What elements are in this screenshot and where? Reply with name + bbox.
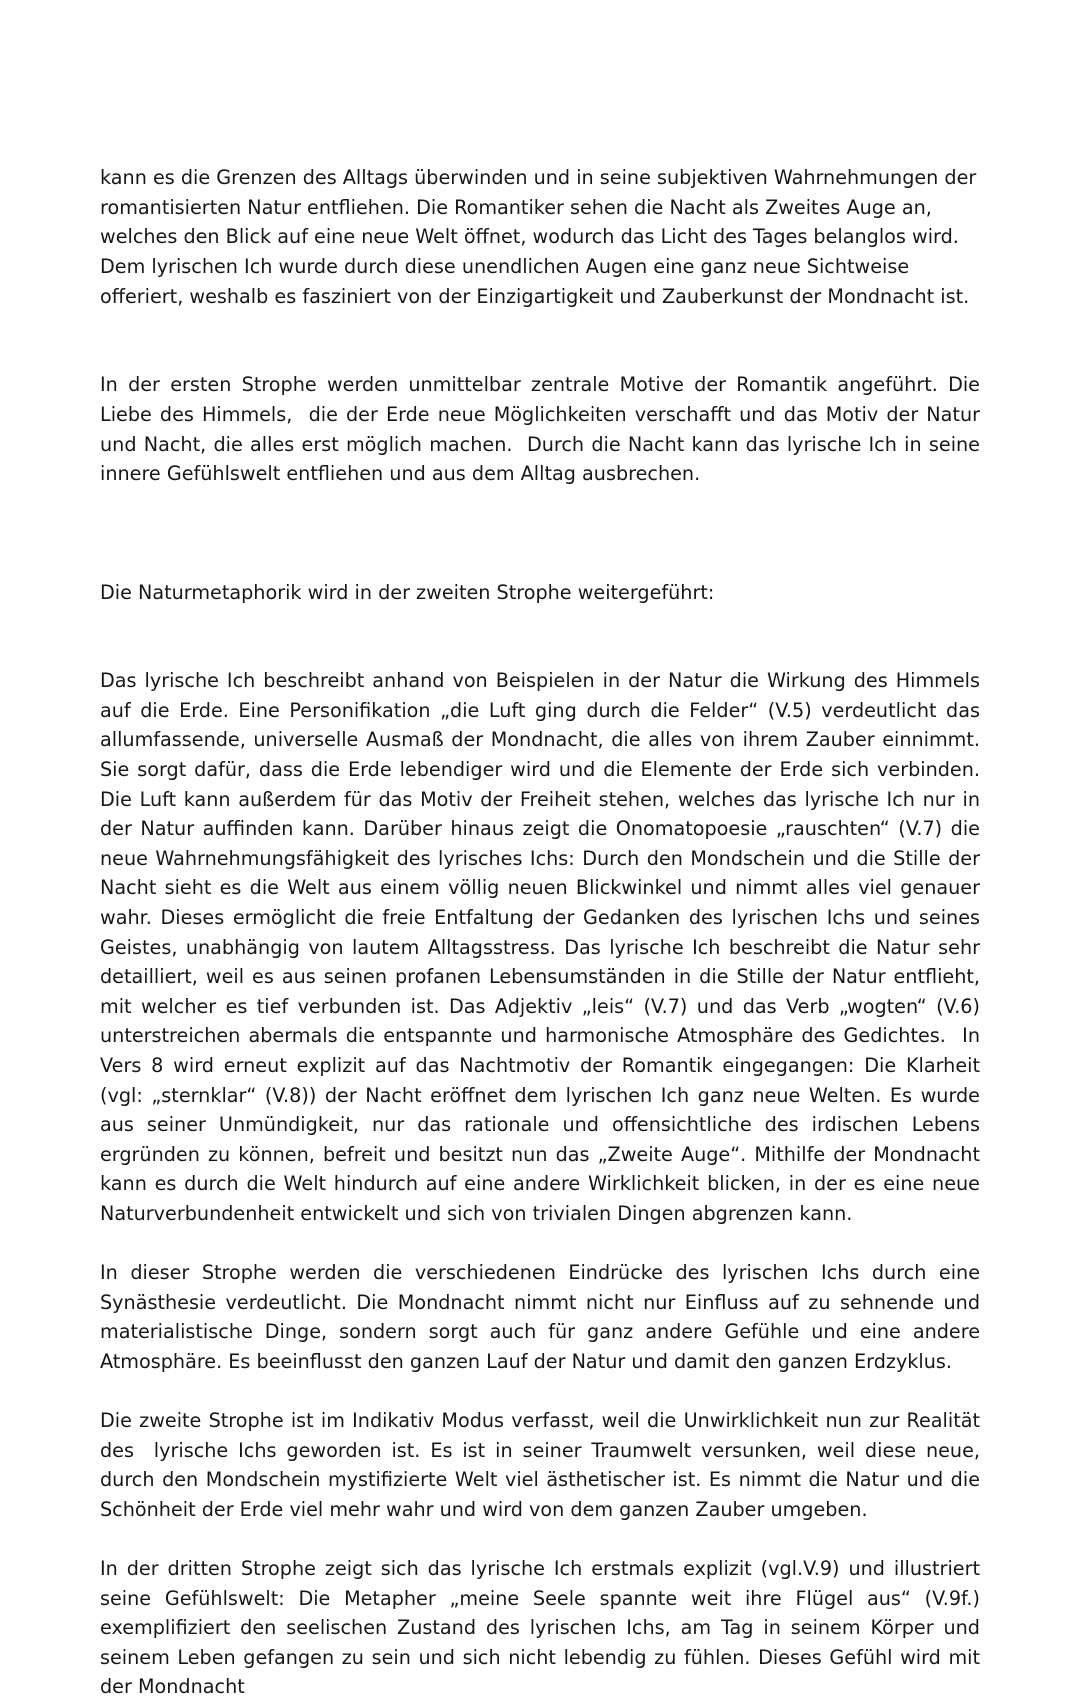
paragraph-1-continued: In der ersten Strophe werden unmittelbar zentrale Motive der Romantik angeführt. Die Liebe des Himmels, die der Erde neue Möglichkeiten verschafft und das Motiv der Natur und Nacht, die alles erst möglich machen. Durch die Nacht kann das lyrische Ich in seine innere Gefühlswelt entfliehen und aus dem Alltag ausbrechen. (100, 373, 987, 486)
document-text-body (100, 104, 987, 1702)
paragraph-1 (100, 104, 983, 370)
paragraph-5: In der dritten Strophe zeigt sich das lyrische Ich erstmals explizit (vgl.V.9) und illustriert seine Gefühlswelt: Die Metapher „meine Seele spannte weit ihre Flügel aus“ (V.9f.) exemplifiziert den seelischen Zustand des lyrischen Ichs, am Tag in seinem Körper und seinem Leben gefangen zu sein und sich nicht lebendig zu fühlen. Dieses Gefühl wird mit der Mondnacht (100, 1557, 987, 1699)
paragraph-2-lead (100, 518, 980, 666)
paragraph-2-body: Das lyrische Ich beschreibt anhand von Beispielen in der Natur die Wirkung des Himmels auf die Erde. Eine Personifikation „die Luft ging durch die Felder“ (V.5) verdeutlicht das allumfassende, universelle Ausmaß der Mondnacht, die alles von ihrem Zauber einnimmt. Sie sorgt dafür, dass die Erde lebendiger wird und die Elemente der Erde sich verbinden. Die Luft kann außerdem für das Motiv der Freiheit stehen, welches das lyrische Ich nur in der Natur auffinden kann. Darüber hinaus zeigt die Onomatopoesie „rauschten“ (V.7) die neue Wahrnehmungsfähigkeit des lyrisches Ichs: Durch den Mondschein und die Stille der Nacht sieht es die Welt aus einem völlig neuen Blickwinkel und nimmt alles viel genauer wahr. Dieses ermöglicht die freie Entfaltung der Gedanken des lyrischen Ichs und seines Geistes, unabhängig von lautem Alltagsstress. Das lyrische Ich beschreibt die Natur sehr detailliert, weil es aus seinen profanen Lebensumständen in die Stille der Natur entflieht, mit welcher es tief verbunden ist. Das Adjektiv „leis“ (V.7) und das Verb „wogten“ (V.6) unterstreichen abermals die entspannte und harmonische Atmosphäre des Gedichtes. In Vers 8 wird erneut explizit auf das Nachtmotiv der Romantik eingegangen: Die Klarheit (vgl: „sternklar“ (V.8)) der Nacht eröffnet dem lyrischen Ich ganz neue Welten. Es wurde aus seiner Unmündigkeit, nur das rationale und offensichtliche des irdischen Lebens ergründen zu können, befreit und besitzt nun das „Zweite Auge“. Mithilfe der Mondnacht kann es durch die Welt hindurch auf eine andere Wirklichkeit blicken, in der es eine neue Naturverbundenheit entwickelt und sich von trivialen Dingen abgrenzen kann. (100, 669, 987, 1225)
paragraph-3: In dieser Strophe werden die verschiedenen Eindrücke des lyrischen Ichs durch eine Synästhesie verdeutlicht. Die Mondnacht nimmt nicht nur Einfluss auf zu sehnende und materialistische Dinge, sondern sorgt auch für ganz andere Gefühle und eine andere Atmosphäre. Es beeinflusst den ganzen Lauf der Natur und damit den ganzen Erdzyklus. (100, 1261, 987, 1373)
paragraph-1-block-1: kann es die Grenzen des Alltags überwinden und in seine subjektiven Wahrnehmungen der romantisierten Natur entfliehen. Die Romantiker sehen die Nacht als Zweites Auge an, welches den Blick auf eine neue Welt öffnet, wodurch das Licht des Tages belanglos wird. Dem lyrischen Ich wurde durch diese unendlichen Augen eine ganz neue Sichtweise offeriert, weshalb es fasziniert von der Einzigartigkeit und Zauberkunst der Mondnacht ist. (100, 166, 983, 308)
paragraph-4: Die zweite Strophe ist im Indikativ Modus verfasst, weil die Unwirklichkeit nun zur Realität des lyrische Ichs geworden ist. Es ist in seiner Traumwelt versunken, weil diese neue, durch den Mondschein mystifizierte Welt viel ästhetischer ist. Es nimmt die Natur und die Schönheit der Erde viel mehr wahr und wird von dem ganzen Zauber umgeben. (100, 1409, 987, 1521)
paragraph-2-block-1: Die Naturmetaphorik wird in der zweiten Strophe weitergeführt: (100, 580, 715, 604)
